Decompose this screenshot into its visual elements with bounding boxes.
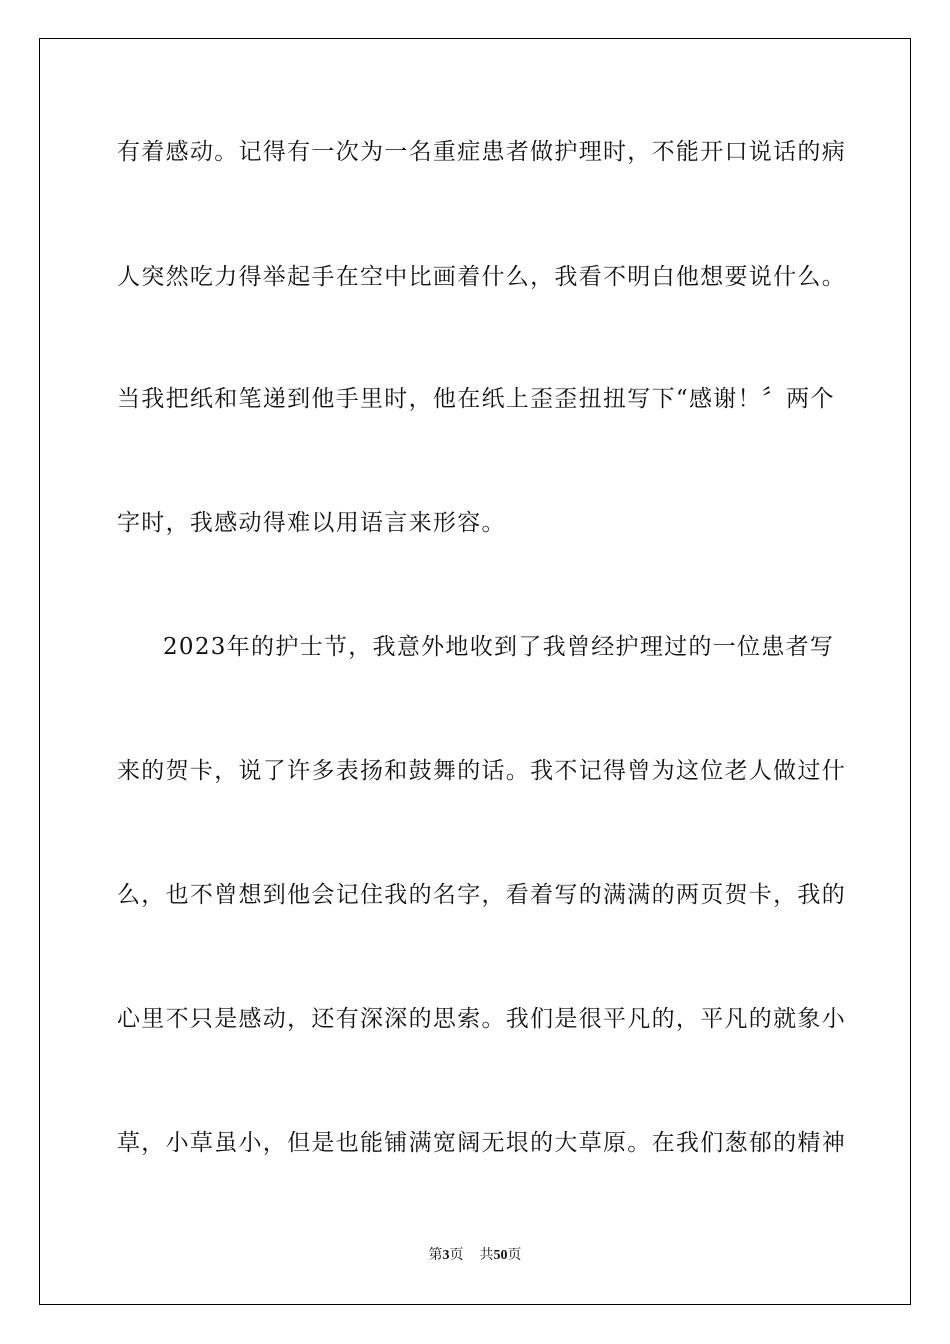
page-footer [0,1247,950,1265]
body-text-line: 有着感动。记得有一次为一名重症患者做护理时，不能开口说话的病 [117,139,846,165]
total-pages: 50 [493,1248,508,1263]
body-text-line: 字时，我感动得难以用语言来形容。 [117,510,506,536]
page-number: 3 [442,1248,450,1263]
body-text-line: 草，小草虽小，但是也能铺满宽阔无垠的大草原。在我们葱郁的精神 [117,1130,846,1156]
body-text-line: 来的贺卡，说了许多表扬和鼓舞的话。我不记得曾为这位老人做过什 [117,758,846,784]
page-border [39,38,911,1305]
total-label-prefix: 共 [479,1248,494,1263]
page-label-suffix: 页 [449,1248,464,1263]
body-text-line: 人突然吃力得举起手在空中比画着什么，我看不明白他想要说什么。 [117,264,846,290]
total-label-suffix: 页 [507,1248,522,1263]
body-text-line: 么，也不曾想到他会记住我的名字，看着写的满满的两页贺卡，我的 [117,882,846,908]
body-text-line: 当我把纸和笔递到他手里时，他在纸上歪歪扭扭写下“感谢！〞两个 [117,386,835,412]
body-text-line: 心里不只是感动，还有深深的思索。我们是很平凡的，平凡的就象小 [117,1006,846,1032]
paragraph-first-line: 2023年的护士节，我意外地收到了我曾经护理过的一位患者写 [163,634,835,660]
page-label-prefix: 第 [428,1248,443,1263]
